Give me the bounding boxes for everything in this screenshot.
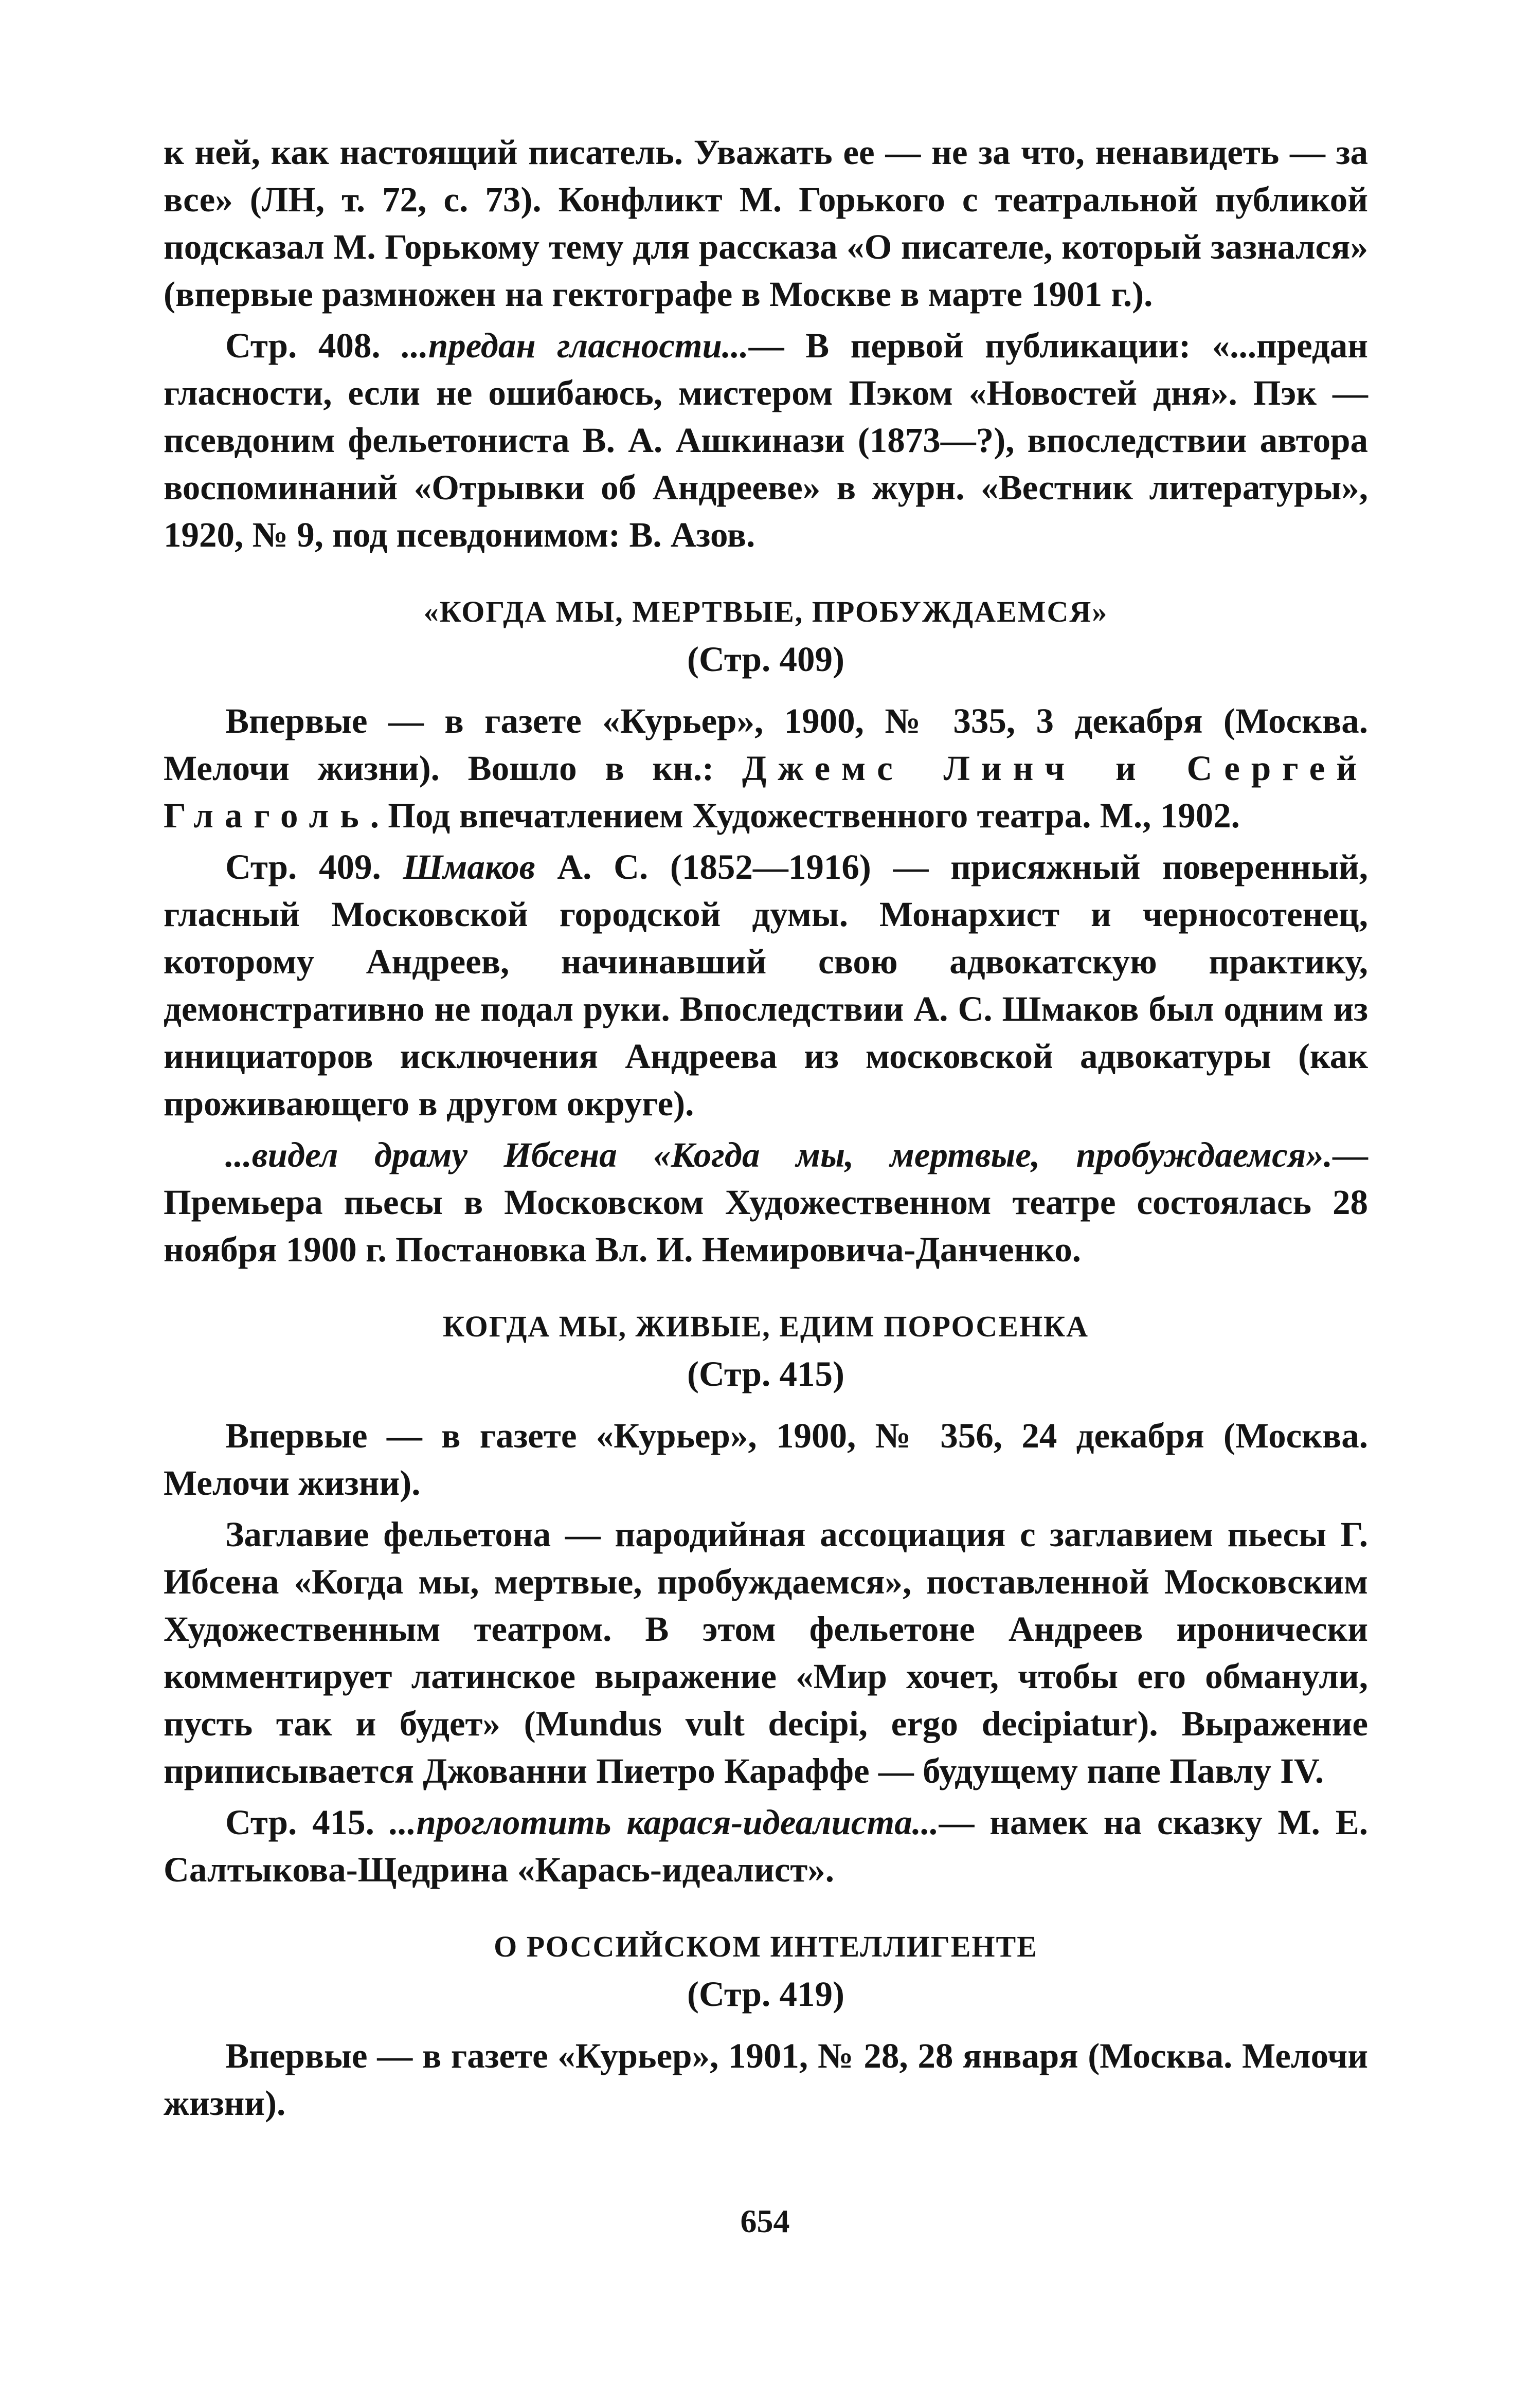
section-2-note-quote: ...проглотить карася-идеалиста... [389,1803,939,1842]
section-2-first-publication: Впервые — в газете «Курьер», 1900, № 356, 24 декабря (Москва. Мелочи жизни). [164,1416,1368,1502]
section-3-title: О РОССИЙСКОМ ИНТЕЛЛИГЕНТЕ [494,1930,1038,1963]
note-408-ref: Стр. 408. [225,326,381,365]
section-2-page-ref: (Стр. 415) [687,1354,844,1393]
section-2-title: КОГДА МЫ, ЖИВЫЕ, ЕДИМ ПОРОСЕНКА [442,1310,1089,1343]
section-1-first-publication [164,697,1368,839]
section-1-first-pub-b: . Под впечатлением Художественного театра. М., 1902. [370,796,1240,835]
section-when-we-dead-awaken [164,588,1368,1273]
section-1-note-b-quote: ...видел драму Ибсена «Когда мы, мертвые, пробуждаемся». [225,1135,1333,1174]
section-2-note-text: — намек на сказку М. Е. Салтыкова-Щедрина «Карась-идеалист». [164,1803,1369,1889]
section-russian-intelligent [164,1923,1368,2127]
section-1-first-pub-a: Впервые — в газете «Курьер», 1900, № 335, 3 декабря (Москва. Мелочи жизни). Вошло в кн.: [164,701,1368,788]
page-number: 654 [740,2203,790,2239]
intro-paragraph: к ней, как настоящий писатель. Уважать ее — не за что, ненавидеть — за все» (ЛН, т. 72, с. 73). Конфликт М. Горького с театральной публикой подсказал М. Горькому тему для рассказа «О писателе, который зазнался» (впервые размножен на гектографе в Москве в марте 1901 г.). [164,133,1368,314]
note-408 [164,322,1368,558]
section-when-we-living-eat-piglet [164,1303,1368,1893]
section-2-comment: Заглавие фельетона — пародийная ассоциация с заглавием пьесы Г. Ибсена «Когда мы, мертвые, пробуждаемся», поставленной Московским Художественным театром. В этом фельетоне Андреев иронически комментирует латинское выражение «Мир хочет, чтобы его обманули, пусть так и будет» (Mundus vult decipi, ergo decipiatur). Выражение приписывается Джованни Пиетро Караффе — будущему папе Павлу IV. [164,1515,1368,1790]
note-408-quote: ...предан гласности... [402,326,749,365]
text-column [164,129,1368,2127]
section-1-note-shmakov [164,843,1368,1127]
section-2-note-ref: Стр. 415. [225,1803,374,1842]
section-1-authors: Джемс Линч и Сергей Глаголь [164,749,1368,835]
section-1-note-ibsen [164,1131,1368,1273]
note-408-text: — В первой публикации: «...предан гласности, если не ошибаюсь, мистером Пэком «Новостей дня». Пэк — псевдоним фельетониста В. А. Ашкинази (1873—?), впоследствии автора воспоминаний «Отрывки об Андрееве» в журн. «Вестник литературы», 1920, № 9, под псевдонимом: В. Азов. [164,326,1368,554]
section-1-title: «КОГДА МЫ, МЕРТВЫЕ, ПРОБУЖДАЕМСЯ» [423,595,1108,628]
section-1-note-a-ref: Стр. 409. [225,847,381,886]
section-3-first-publication: Впервые — в газете «Курьер», 1901, № 28, 28 января (Москва. Мелочи жизни). [164,2036,1368,2123]
section-1-note-b-text: — Премьера пьесы в Московском Художественном театре состоялась 28 ноября 1900 г. Постановка Вл. И. Немировича-Данченко. [164,1135,1368,1269]
section-1-note-a-text: А. С. (1852—1916) — присяжный поверенный, гласный Московской городской думы. Монархист и черносотенец, которому Андреев, начинавший свою адвокатскую практику, демонстративно не подал руки. Впоследствии А. С. Шмаков был одним из инициаторов исключения Андреева из московской адвокатуры (как проживающего в другом округе). [164,847,1368,1123]
section-1-page-ref: (Стр. 409) [687,640,844,679]
section-2-note-karas [164,1799,1368,1893]
section-1-note-a-name: Шмаков [403,847,535,886]
section-3-page-ref: (Стр. 419) [687,1975,844,2014]
